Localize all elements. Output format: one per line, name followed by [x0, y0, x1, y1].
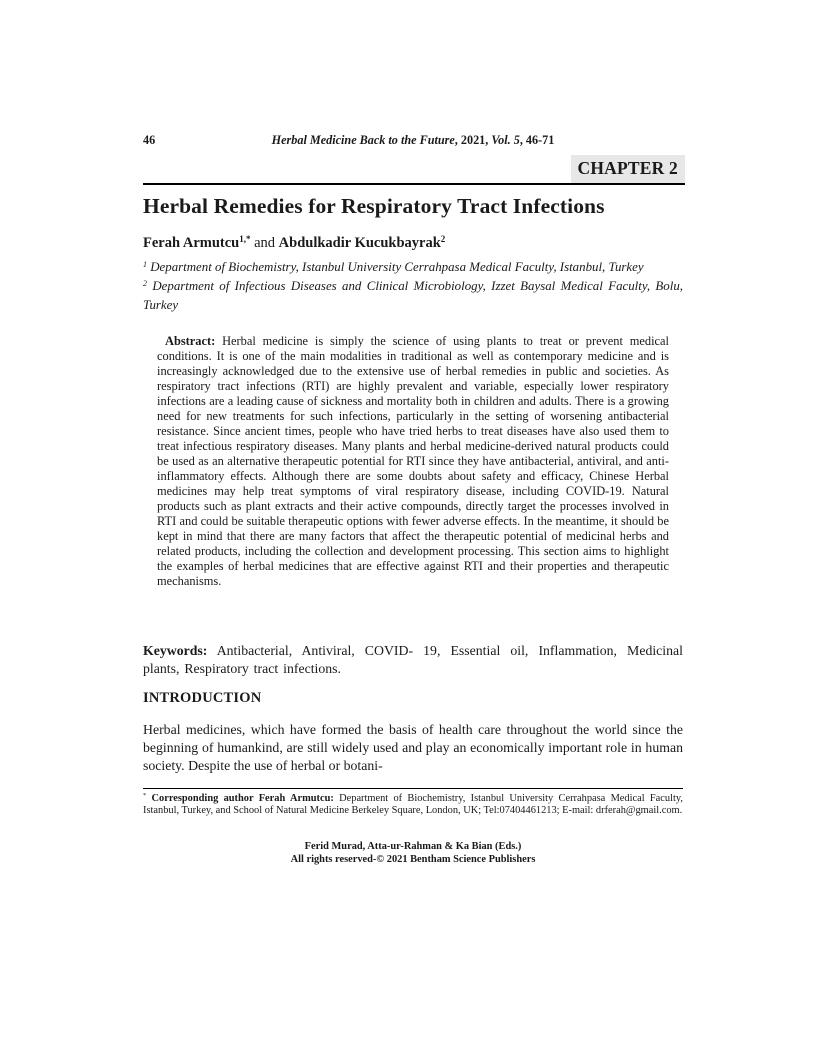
section-heading-introduction: INTRODUCTION [143, 690, 262, 706]
authors-connector: and [250, 235, 279, 251]
intro-paragraph: Herbal medicines, which have formed the basis of health care throughout the world since the beginning of humankind, are still widely used and play an economically important role in human society. Despite the use of herbal or botani- [143, 722, 683, 773]
keywords-paragraph [143, 642, 683, 678]
affiliation-2-marker: 2 [143, 278, 147, 288]
chapter-badge: CHAPTER 2 [571, 155, 686, 183]
footnote-paragraph [143, 793, 683, 817]
footnote-text: Department of Biochemistry, Istanbul University Cerrahpasa Medical Faculty, Istanbul, Turkey, and School of Natural Medicine Berkeley Square, London, UK; Tel:07404461213; E-mail: drferah@gmail.com. [143, 793, 683, 816]
header-rule [143, 183, 685, 185]
affiliation-2 [143, 277, 683, 314]
running-title-year: , 2021, [454, 133, 492, 147]
abstract-paragraph [157, 334, 669, 589]
affiliation-1-marker: 1 [143, 259, 147, 269]
page-number: 46 [143, 133, 156, 147]
author-1-superscript: 1,* [239, 234, 251, 245]
footnote-label: Corresponding author Ferah Armutcu: [146, 793, 334, 804]
publisher-block [143, 841, 683, 866]
running-header [143, 133, 683, 147]
running-title-volume: Vol. 5 [491, 133, 520, 147]
affiliation-2-text: Department of Infectious Diseases and Clinical Microbiology, Izzet Baysal Medical Faculty, Bolu, Turkey [143, 279, 683, 312]
chapter-title: Herbal Remedies for Respiratory Tract Infections [143, 194, 605, 218]
footnote-marker: * [143, 792, 147, 800]
running-title-pages: , 46-71 [519, 133, 555, 147]
running-title [143, 133, 683, 147]
author-2-superscript: 2 [440, 234, 446, 245]
authors-line [143, 234, 683, 252]
affiliation-1 [143, 258, 683, 277]
author-1: Ferah Armutcu [143, 235, 240, 251]
publisher-editors-line: Ferid Murad, Atta-ur-Rahman & Ka Bian (Eds.) [304, 841, 522, 852]
abstract-label: Abstract: [165, 334, 216, 348]
affiliation-1-text: Department of Biochemistry, Istanbul University Cerrahpasa Medical Faculty, Istanbul, Turkey [147, 260, 644, 274]
footnote-divider [143, 788, 683, 789]
keywords-text: Antibacterial, Antiviral, COVID- 19, Essential oil, Inflammation, Medicinal plants, Respiratory tract infections. [143, 643, 683, 676]
abstract-text: Herbal medicine is simply the science of using plants to treat or prevent medical conditions. It is one of the main modalities in traditional as well as contemporary medicine and is increasingly acknowledged due to the extensive use of herbal remedies in public and societies. As respiratory tract infections (RTI) are highly prevalent and variable, especially lower respiratory infections are a leading cause of sickness and mortality both in children and adults. There is a growing need for new treatments for such infections, particularly in the setting of worsening antibacterial resistance. Since ancient times, people who have tried herbs to treat diseases have also used them to treat infectious respiratory diseases. Many plants and herbal medicine-derived natural products could be used as an alternative therapeutic potential for RTI since they have antibacterial, antiviral, and anti-inflammatory effects. Although there are some doubts about safety and efficacy, Chinese Herbal medicines may help treat symptoms of viral respiratory disease, including COVID-19. Natural products such as plant extracts and their active compounds, directly target the processes involved in RTI and could be suitable therapeutic options with fewer adverse effects. In the meantime, it should be kept in mind that there are many factors that affect the therapeutic potential of medicinal herbs and related products, including the collection and development processing. This section aims to highlight the examples of herbal medicines that are effective against RTI and their properties and therapeutic mechanisms. [157, 334, 669, 588]
publisher-rights-line: All rights reserved-© 2021 Bentham Science Publishers [290, 853, 536, 865]
running-title-book: Herbal Medicine Back to the Future [271, 133, 455, 147]
keywords-label: Keywords: [143, 643, 208, 658]
author-2: Abdulkadir Kucukbayrak [278, 235, 441, 251]
page-content [143, 0, 683, 1056]
